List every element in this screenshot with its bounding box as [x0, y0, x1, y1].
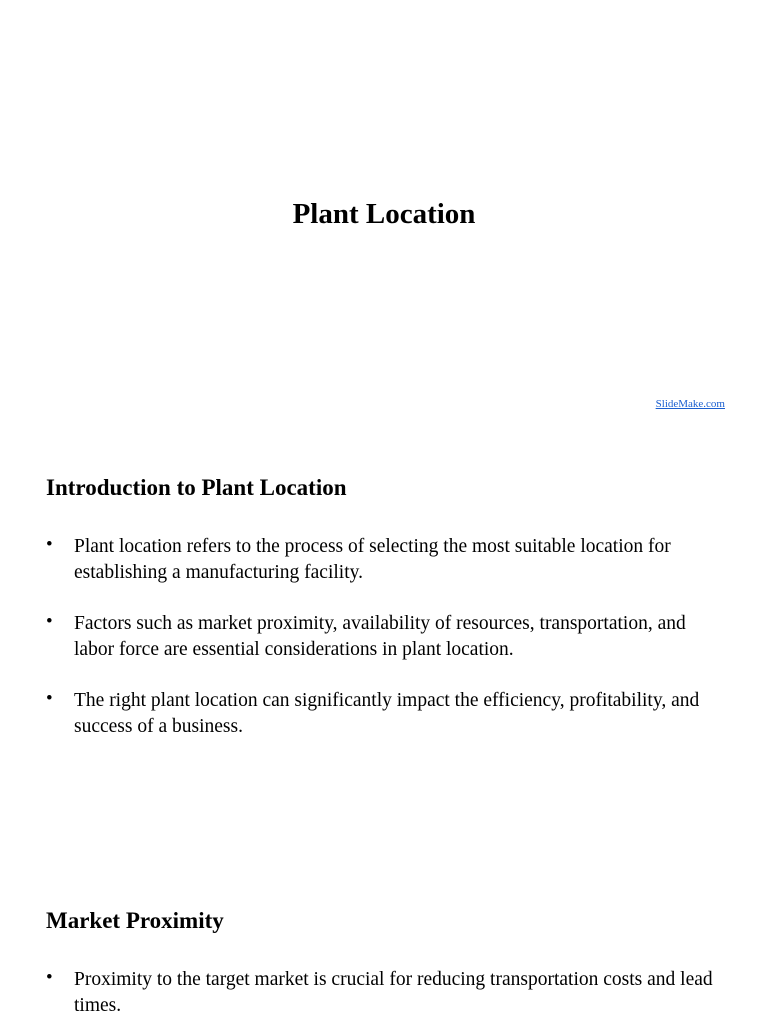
market-proximity-bullet-list	[46, 967, 726, 1019]
bullet-icon: •	[46, 967, 53, 988]
slidemake-link[interactable]: SlideMake.com	[655, 398, 725, 410]
list-item	[46, 611, 726, 663]
section-heading-introduction: Introduction to Plant Location	[46, 475, 347, 500]
page-title: Plant Location	[292, 198, 476, 230]
bullet-text: The right plant location can significantly impact the efficiency, profitability, and success of a business.	[74, 690, 700, 737]
bullet-icon: •	[46, 534, 53, 555]
bullet-icon: •	[46, 611, 53, 632]
bullet-icon: •	[46, 688, 53, 709]
section-heading-market-proximity: Market Proximity	[46, 908, 224, 933]
list-item	[46, 967, 726, 1019]
bullet-text: Proximity to the target market is crucial for reducing transportation costs and lead times.	[74, 969, 713, 1016]
list-item	[46, 688, 726, 740]
bullet-text: Plant location refers to the process of selecting the most suitable location for establishing a manufacturing facility.	[74, 536, 671, 583]
list-item	[46, 534, 726, 586]
introduction-bullet-list	[46, 534, 726, 740]
bullet-text: Factors such as market proximity, availability of resources, transportation, and labor force are essential considerations in plant location.	[74, 613, 686, 660]
